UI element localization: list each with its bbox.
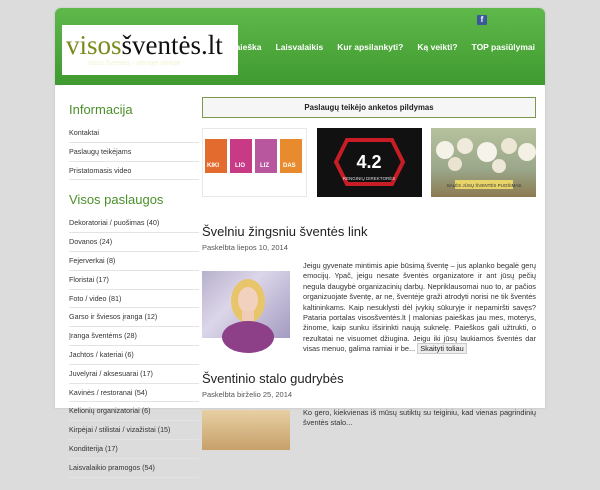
sidebar-item-kontaktai[interactable]: Kontaktai <box>69 124 199 143</box>
sidebar-heading-info: Informacija <box>69 102 133 117</box>
post-date: Paskelbta birželio 25, 2014 <box>202 389 293 399</box>
service-item[interactable]: Garso ir šviesos įranga (12) <box>69 308 199 327</box>
logo-part-visos: visos <box>66 30 122 60</box>
banner-renginiu-direktores[interactable] <box>317 128 422 197</box>
banner-block-das <box>280 139 302 173</box>
site-header <box>55 8 545 85</box>
logo-tagline: visos šventės - vienoje vietoje <box>88 60 181 67</box>
post-body <box>202 261 536 355</box>
post-title[interactable]: Šventinio stalo gudrybės <box>202 370 344 386</box>
nav-laisvalaikis[interactable]: Laisvalaikis <box>275 42 324 52</box>
banner-42-caption: RENGINIŲ DIREKTORĖS <box>342 176 395 181</box>
read-more-link[interactable]: Skaityti toliau <box>417 343 467 354</box>
page-frame <box>55 8 545 472</box>
post-excerpt-text: Jeigu gyvenate mintimis apie būsimą šventę – jus aplanko begalė gerų emocijų. Ypač, jeigu nesate šventės organizatore ir ant jūsų pečių negula daugybė organizacinių darbų. Nepriklausomai nuo to, ar pačios organizuojate šventę, ar ne, šventėje graži atrodyti norisi ne tik šventės kaltininkams. Kaip nesuklysti dėl įvykių sūkuryje ir nepamiršti savęs? Pataria portalas visosšventės.lt | malonias paieškas jau mes, moterys, žinome, kaip sunku išsirinkti naują suknelę. Paieškos gali užtrukti, o rezultatai ne visuomet džiugina. Jeigu iki jūsų laukiamos šventės dar visas menuo, galima ramiai ir be... <box>303 261 536 354</box>
services-list <box>69 214 199 477</box>
sidebar-heading-services: Visos paslaugos <box>69 192 164 208</box>
facebook-icon[interactable]: f <box>477 15 487 25</box>
banner-block-kiki <box>205 139 227 173</box>
main-content <box>202 97 536 450</box>
banner-kikiliolizdas[interactable] <box>202 128 307 197</box>
service-item[interactable]: Konditerija (17) <box>69 440 199 459</box>
post-excerpt <box>303 261 536 355</box>
nav-ka-veikti[interactable]: Ką veikti? <box>417 42 458 52</box>
service-item[interactable]: Juvelyrai / aksesuarai (17) <box>69 365 199 384</box>
banner-block-liz <box>255 139 277 173</box>
service-item[interactable]: Fejerverkai (8) <box>69 252 199 271</box>
post-image[interactable] <box>202 271 290 338</box>
service-item[interactable]: Įranga šventėms (28) <box>69 327 199 346</box>
service-item[interactable]: Kavinės / restoranai (54) <box>69 384 199 403</box>
banner-text-lio: LIO <box>235 163 245 169</box>
service-item[interactable]: Kelionių organizatoriai (6) <box>69 402 199 421</box>
service-item[interactable]: Dekoratoriai / puošimas (40) <box>69 214 199 233</box>
post-1 <box>202 224 536 355</box>
service-item[interactable]: Kirpėjai / stilistai / vizažistai (15) <box>69 421 199 440</box>
sidebar-item-video[interactable]: Pristatomasis video <box>69 162 199 181</box>
nav-top-pasiulymai[interactable]: TOP pasiūlymai <box>471 42 535 52</box>
banner-text-kiki: KIKI <box>207 163 219 169</box>
post-title[interactable]: Švelniu žingsniu šventės link <box>202 224 368 239</box>
banner-row <box>202 128 536 198</box>
provider-form-button[interactable]: Paslaugų teikėjo anketos pildymas <box>202 97 536 118</box>
post-body <box>202 408 536 450</box>
post-image[interactable] <box>202 410 290 450</box>
nav-kur-apsilankyti[interactable]: Kur apsilankyti? <box>337 42 404 52</box>
banner-block-lio <box>230 139 252 173</box>
nav-paieska[interactable]: Paieška <box>229 42 262 52</box>
main-nav <box>230 42 535 52</box>
banner-42-graphic <box>317 128 422 197</box>
post-2 <box>202 371 536 450</box>
service-item[interactable]: Floristai (17) <box>69 271 199 290</box>
sidebar <box>69 102 199 490</box>
sidebar-item-paslaugu-teikejams[interactable]: Paslaugų teikėjams <box>69 143 199 162</box>
banner-flowers-graphic <box>431 128 536 197</box>
banner-flowers-caption: SALĖS JŪSŲ ŠVENTĖS PUOŠIMAS <box>446 183 522 188</box>
banner-42-number: 4.2 <box>355 152 382 172</box>
logo-part-sventes: šventės.lt <box>121 30 223 60</box>
service-item[interactable]: Jachtos / kateriai (6) <box>69 346 199 365</box>
banner-text-liz: LIZ <box>260 163 269 169</box>
post-date: Paskelbta liepos 10, 2014 <box>202 243 288 252</box>
post-excerpt: Ko gero, kiekvienas iš mūsų sutiktų su teiginiu, kad vienas pagrindinių šventės stalo... <box>303 407 536 428</box>
service-item[interactable]: Foto / video (81) <box>69 290 199 309</box>
woman-portrait-illustration <box>202 271 290 338</box>
service-item[interactable]: Dovanos (24) <box>69 233 199 252</box>
banner-text-das: DAS <box>283 163 296 169</box>
service-item[interactable]: Laisvalaikio pramogos (54) <box>69 459 199 478</box>
banner-sales-puosimas[interactable] <box>431 128 536 197</box>
logo-title <box>66 30 223 60</box>
info-list <box>69 124 199 180</box>
site-logo[interactable] <box>62 25 238 75</box>
